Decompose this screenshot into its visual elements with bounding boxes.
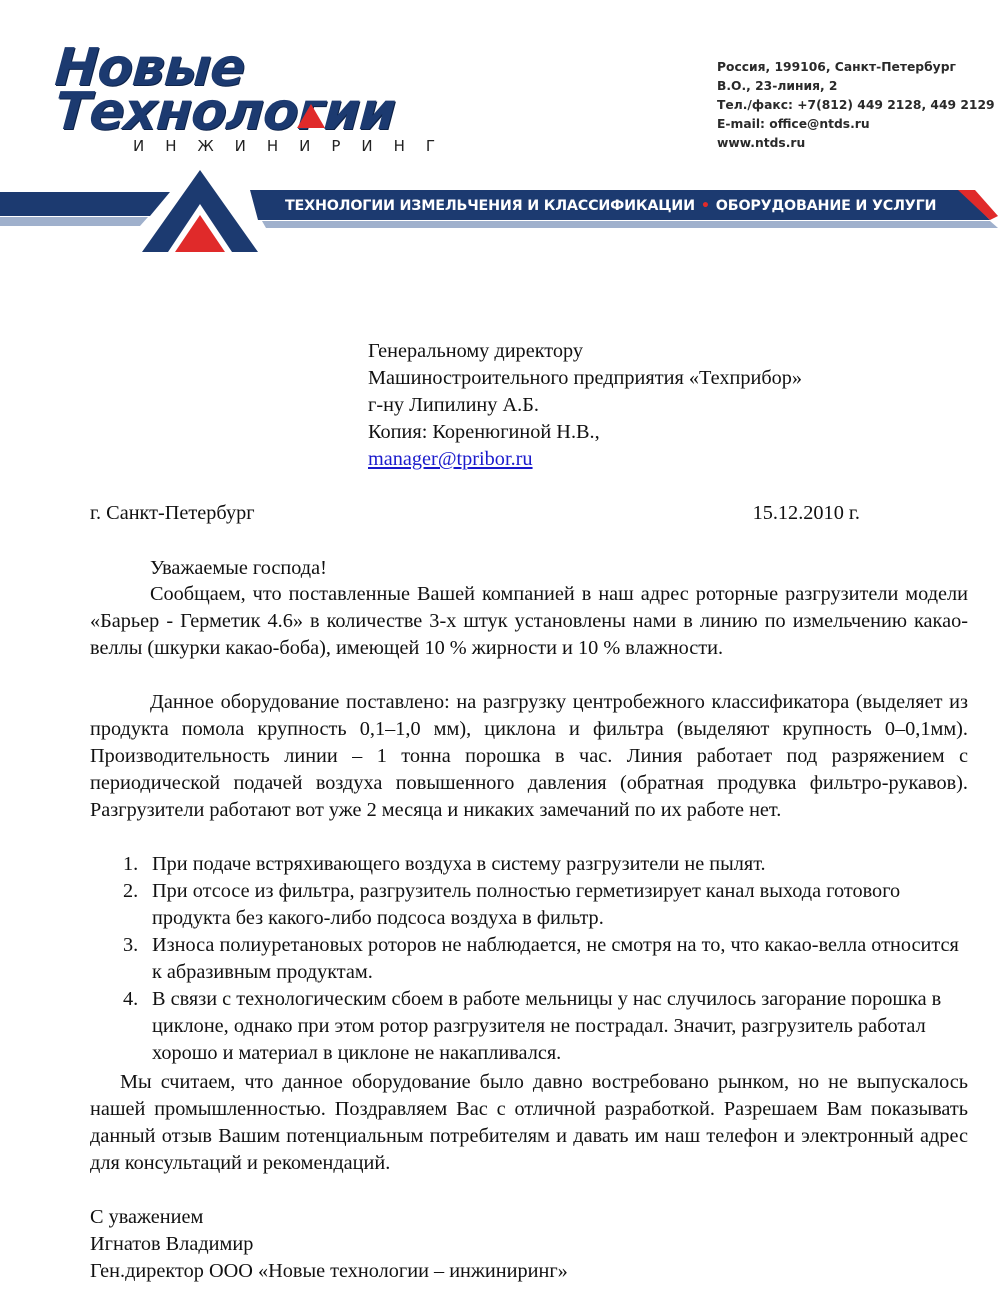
list-item bbox=[90, 851, 968, 878]
findings-list bbox=[90, 851, 968, 1067]
banner-stripe-graphic bbox=[0, 170, 1000, 260]
closing-phrase: С уважением bbox=[90, 1206, 204, 1228]
list-item-number: 2. bbox=[123, 880, 139, 902]
addressee-block bbox=[368, 338, 802, 473]
body-paragraph: Данное оборудование поставлено: на разгрузку центробежного классификатора (выделяет из продукта помола крупность 0,1–1,0 мм), циклона и фильтра (выделяют крупность 0–0,1мм). Производительность линии – 1 тонна порошка в час. Линия работает под разряжением с периодической подачей воздуха повышенного давления (обратная продувка фильтро-рукавов). Разгрузители работают вот уже 2 месяца и никаких замечаний по их работе нет. bbox=[90, 691, 968, 821]
list-item bbox=[90, 932, 968, 986]
body-paragraph: Сообщаем, что поставленные Вашей компанией в наш адрес роторные разгрузители модели «Барьер - Герметик 4.6» в количестве 3-х штук установлены нами в линию по измельчению какао-веллы (шкурки какао-боба), имеющей 10 % жирности и 10 % влажности. bbox=[90, 583, 968, 659]
addressee-position: Генеральному директору bbox=[368, 340, 584, 362]
letter-date: 15.12.2010 г. bbox=[752, 502, 860, 524]
logo-line-2: Технологии bbox=[52, 82, 397, 142]
banner-slogan-part-2: ОБОРУДОВАНИЕ И УСЛУГИ bbox=[715, 198, 937, 214]
address-line: В.О., 23-линия, 2 bbox=[717, 79, 838, 93]
logo-line-1: Новые bbox=[52, 38, 247, 98]
banner-slogan-part-1: ТЕХНОЛОГИИ ИЗМЕЛЬЧЕНИЯ И КЛАССИФИКАЦИИ bbox=[285, 198, 695, 214]
addressee-email-link[interactable]: manager@tpribor.ru bbox=[368, 448, 533, 470]
letterhead-banner bbox=[0, 170, 1000, 260]
salutation: Уважаемые господа! bbox=[150, 557, 327, 579]
list-item bbox=[90, 986, 968, 1067]
place: г. Санкт-Петербург bbox=[90, 502, 255, 524]
addressee-copy: Копия: Коренюгиной Н.В., bbox=[368, 421, 600, 443]
banner-separator: • bbox=[700, 198, 710, 214]
signer-title: Ген.директор ООО «Новые технологии – инжиниринг» bbox=[90, 1260, 568, 1282]
addressee-company: Машиностроительного предприятия «Техприбор» bbox=[368, 367, 803, 389]
list-item-text: При подаче встряхивающего воздуха в систему разгрузители не пылят. bbox=[152, 853, 766, 875]
body-paragraph: Мы считаем, что данное оборудование было давно востребовано рынком, но не выпускалось нашей промышленностью. Поздравляем Вас с отличной разработкой. Разрешаем Вам показывать данный отзыв Вашим потенциальным потребителям и давать им наш телефон и электронный адрес для консультаций и рекомендаций. bbox=[90, 1071, 968, 1174]
list-item-text: При отсосе из фильтра, разгрузитель полностью герметизирует канал выхода готового продукта без какого-либо подсоса воздуха в фильтр. bbox=[152, 880, 901, 929]
address-line: Россия, 199106, Санкт-Петербург bbox=[717, 60, 956, 74]
company-address bbox=[717, 58, 995, 153]
address-website: www.ntds.ru bbox=[717, 136, 806, 150]
signer-name: Игнатов Владимир bbox=[90, 1233, 254, 1255]
list-item-text: В связи с технологическим сбоем в работе мельницы у нас случилось загорание порошка в циклоне, однако при этом ротор разгрузителя не пострадал. Значит, разгрузитель работал хорошо и материал в циклоне не накапливался. bbox=[152, 988, 942, 1064]
logo-triangle-icon bbox=[297, 104, 325, 128]
signature-block bbox=[90, 1204, 568, 1285]
list-item-number: 4. bbox=[123, 988, 139, 1010]
address-phone: Тел./факс: +7(812) 449 2128, 449 2129 bbox=[717, 98, 995, 112]
place-date-line bbox=[90, 500, 860, 527]
list-item bbox=[90, 878, 968, 932]
logo-subtitle: ИНЖИНИРИНГ bbox=[133, 137, 457, 155]
list-item-number: 3. bbox=[123, 934, 139, 956]
address-email: E-mail: office@ntds.ru bbox=[717, 117, 870, 131]
list-item-number: 1. bbox=[123, 853, 139, 875]
addressee-name: г-ну Липилину А.Б. bbox=[368, 394, 539, 416]
list-item-text: Износа полиуретановых роторов не наблюдается, не смотря на то, что какао-велла относится к абразивным продуктам. bbox=[152, 934, 959, 983]
company-logo bbox=[45, 40, 495, 165]
banner-slogan bbox=[285, 198, 936, 214]
